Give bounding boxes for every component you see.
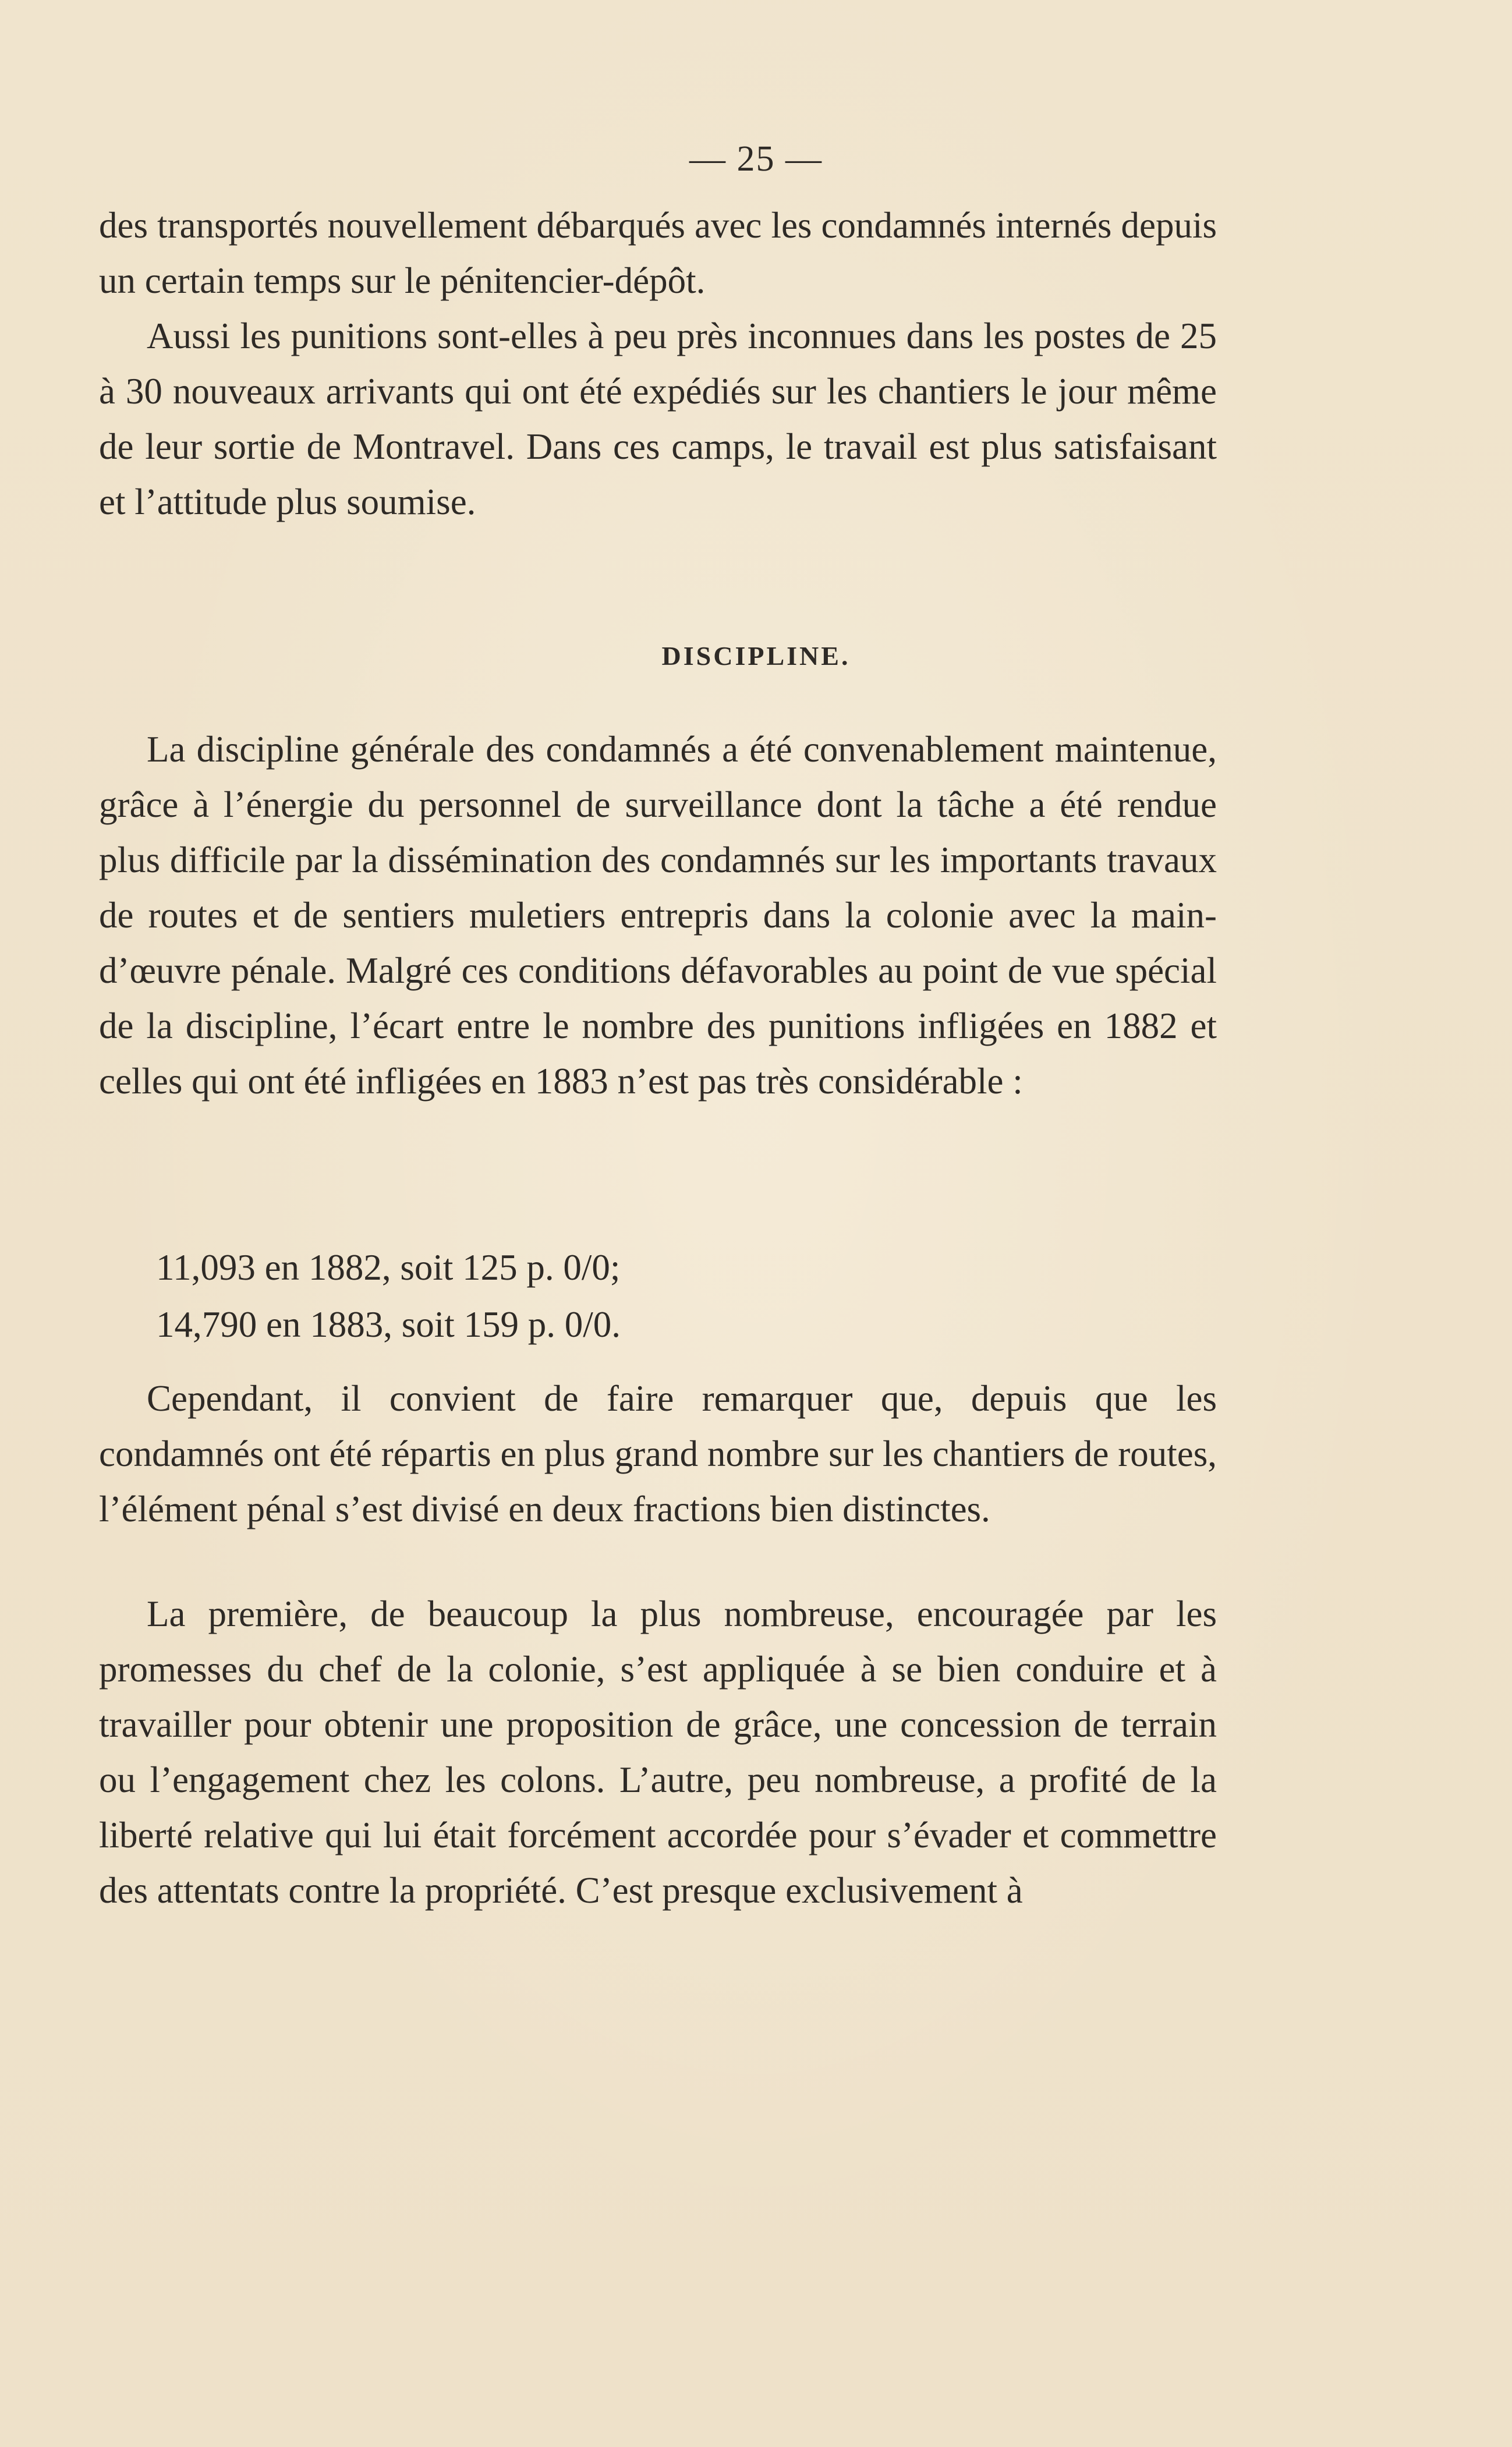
paragraph-text: Aussi les punitions sont-elles à peu près inconnues dans les postes de 25 à 30 nouveaux arrivants qui ont été expédiés sur les chantiers le jour même de leur sortie de Montravel. Dans ces camps, le travail est plus satisfaisant et l’attitude plus soumise. <box>99 316 1217 522</box>
paragraph-text: Cependant, il convient de faire remarquer que, depuis que les condamnés ont été répartis en plus grand nombre sur les chantiers de routes, l’élément pénal s’est divisé en deux fractions bien distinctes. <box>99 1378 1217 1529</box>
paragraph-text: La discipline générale des condamnés a été convenablement maintenue, grâce à l’énergie du personnel de surveillance dont la tâche a été rendue plus difficile par la dissémination des condamnés sur les importants travaux de routes et de sentiers muletiers entrepris dans la colonie avec la main-d’œuvre pénale. Malgré ces conditions défavorables au point de vue spécial de la discipline, l’écart entre le nombre des punitions infligées en 1882 et celles qui ont été infligées en 1883 n’est pas très considérable : <box>99 729 1217 1102</box>
statistic-line-1882: 11,093 en 1882, soit 125 p. 0/0; <box>156 1247 621 1288</box>
paragraph-continuation <box>99 198 1217 309</box>
paragraph-discipline <box>99 722 1217 1109</box>
section-heading: DISCIPLINE. <box>661 641 851 671</box>
paragraph-cependant <box>99 1371 1217 1537</box>
paragraph-text: La première, de beaucoup la plus nombreuse, encouragée par les promesses du chef de la colonie, s’est appliquée à se bien conduire et à travailler pour obtenir une proposition de grâce, une concession de terrain ou l’engagement chez les colons. L’autre, peu nombreuse, a profité de la liberté relative qui lui était forcément accordée pour s’évader et commettre des attentats contre la propriété. C’est presque exclusivement à <box>99 1593 1217 1911</box>
page-number: — 25 — <box>689 139 823 179</box>
paragraph-premiere <box>99 1587 1217 1918</box>
paragraph-punitions <box>99 309 1217 530</box>
paragraph-text: des transportés nouvellement débarqués avec les condamnés internés depuis un certain temps sur le pénitencier-dépôt. <box>99 205 1217 301</box>
statistic-line-1883: 14,790 en 1883, soit 159 p. 0/0. <box>156 1304 621 1345</box>
